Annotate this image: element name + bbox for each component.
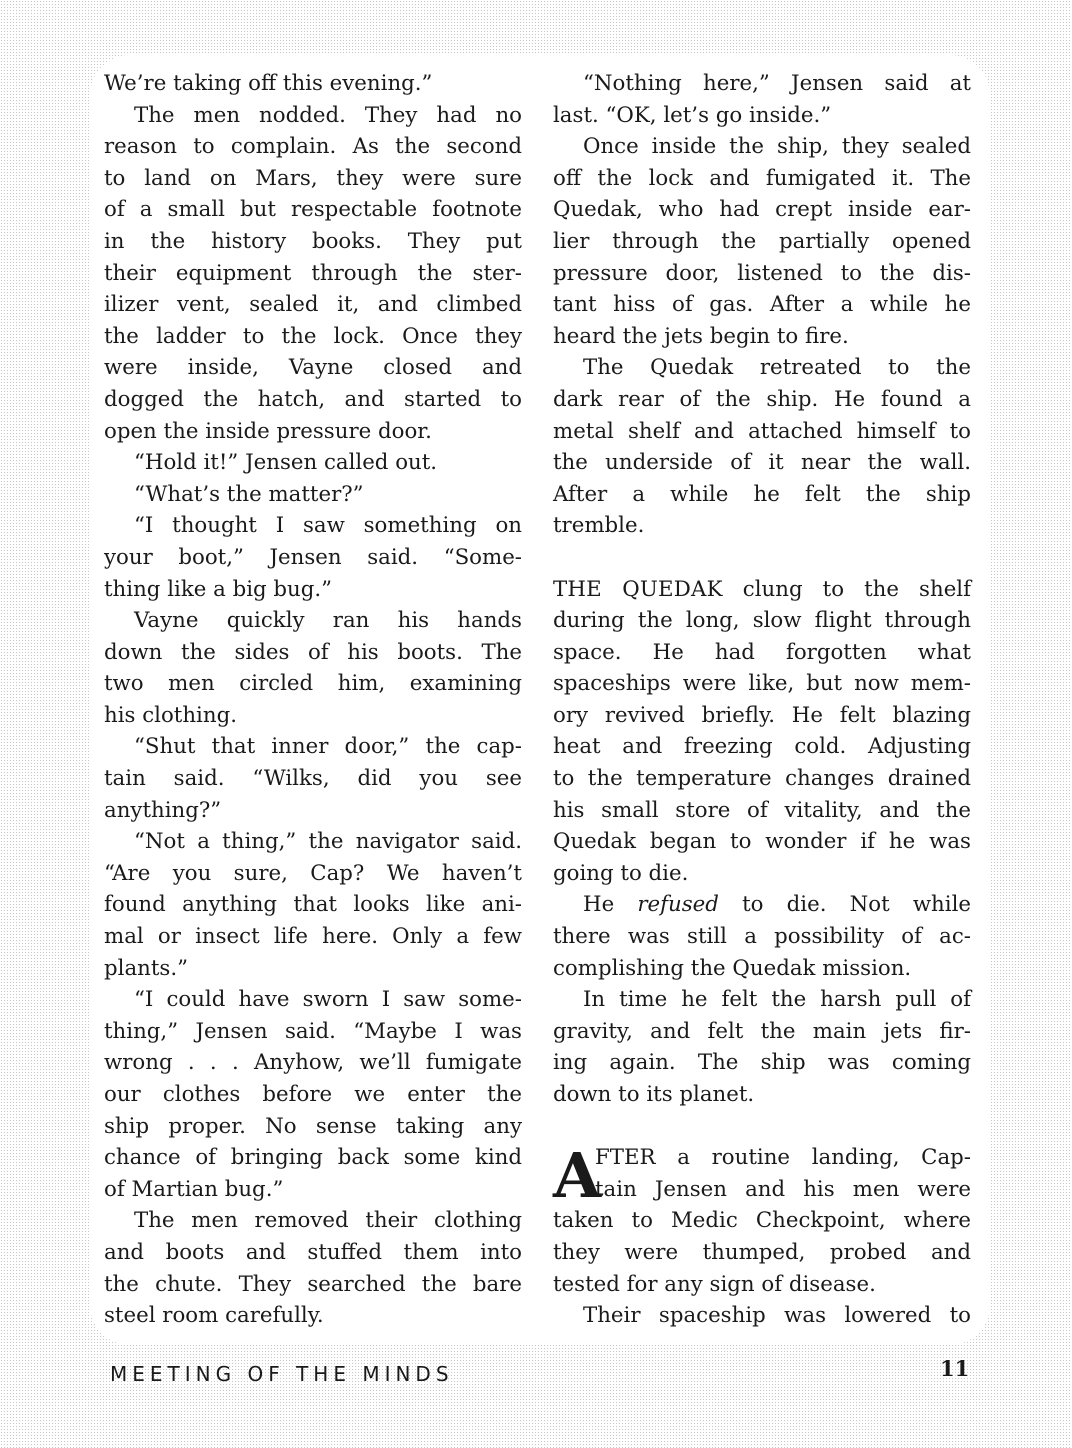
text-line: The Quedak retreated to the xyxy=(583,355,971,381)
right-column-part-2 xyxy=(553,605,971,889)
text-line: Quedak, who had crept inside ear- xyxy=(553,197,971,223)
text-line: Vayne quickly ran his hands xyxy=(134,608,522,634)
text-line: “Shut that inner door,” the cap- xyxy=(134,734,522,760)
text-line: “Are you sure, Cap? We haven’t xyxy=(104,860,522,886)
text-line: to land on Mars, they were sure xyxy=(104,165,522,191)
text-line: steel room carefully. xyxy=(104,1303,324,1329)
text-line: wrong . . . Anyhow, we’ll fumigate xyxy=(104,1050,522,1076)
text-line: of Martian bug.” xyxy=(104,1176,284,1202)
text-line: tant hiss of gas. After a while he xyxy=(553,292,971,318)
text-line: down the sides of his boots. The xyxy=(104,639,522,665)
text-line: the underside of it near the wall. xyxy=(553,450,971,476)
section-break xyxy=(553,1111,971,1143)
text-line: pressure door, listened to the dis- xyxy=(553,260,971,286)
right-column-part-1 xyxy=(553,68,971,542)
text-line: ship proper. No sense taking any xyxy=(104,1113,522,1139)
text-line: plants.” xyxy=(104,955,189,981)
text-line: tested for any sign of disease. xyxy=(553,1271,876,1297)
text-line: his small store of vitality, and the xyxy=(553,797,971,823)
section-lead-rest: clung to the shelf xyxy=(722,576,971,602)
text-line: to the temperature changes drained xyxy=(553,766,971,792)
emphasis-refused: refused xyxy=(637,892,719,918)
text-line: off the lock and fumigated it. The xyxy=(553,165,971,191)
text-line: lier through the partially opened xyxy=(553,228,971,254)
text-line: they were thumped, probed and xyxy=(553,1239,971,1265)
text-line: “Nothing here,” Jensen said at xyxy=(583,71,971,96)
left-column xyxy=(104,68,522,1332)
running-footer-title: MEETING OF THE MINDS xyxy=(110,1362,454,1386)
section-break xyxy=(553,542,971,574)
text-line: tain Jensen and his men were xyxy=(595,1176,971,1202)
text-line: “What’s the matter?” xyxy=(134,481,364,507)
text-line: After a while he felt the ship xyxy=(553,481,971,507)
text-fragment: He xyxy=(583,892,638,918)
text-line: thing,” Jensen said. “Maybe I was xyxy=(104,1018,522,1044)
text-line: thing like a big bug.” xyxy=(104,576,333,602)
text-line: ory revived briefly. He felt blazing xyxy=(553,702,971,728)
text-line: the chute. They searched the bare xyxy=(104,1271,522,1297)
text-line: last. “OK, let’s go inside.” xyxy=(553,102,832,128)
right-column xyxy=(553,68,971,1332)
text-line: We’re taking off this evening.” xyxy=(104,71,433,96)
text-line: his clothing. xyxy=(104,702,237,728)
text-line: chance of bringing back some kind xyxy=(104,1145,522,1171)
text-line: reason to complain. As the second xyxy=(104,134,522,160)
text-line: open the inside pressure door. xyxy=(104,418,432,444)
dropcap-paragraph xyxy=(553,1139,971,1213)
text-line: gravity, and felt the main jets fir- xyxy=(553,1018,971,1044)
text-line: complishing the Quedak mission. xyxy=(553,955,912,981)
text-line: during the long, slow flight through xyxy=(553,608,971,634)
right-column-part-3 xyxy=(553,921,971,1111)
text-line: our clothes before we enter the xyxy=(104,1082,522,1107)
text-line: there was still a possibility of ac- xyxy=(553,924,971,950)
text-line: of a small but respectable footnote xyxy=(104,197,522,223)
text-line: The men nodded. They had no xyxy=(134,102,522,128)
text-line: tain said. “Wilks, did you see xyxy=(104,766,522,792)
text-line: Their spaceship was lowered to xyxy=(583,1303,971,1329)
text-line: were inside, Vayne closed and xyxy=(104,355,522,381)
right-column-part-4 xyxy=(553,1205,971,1331)
text-line: in the history books. They put xyxy=(104,228,522,254)
text-line: tremble. xyxy=(553,513,645,539)
text-line: going to die. xyxy=(553,860,689,886)
text-fragment: to die. Not while xyxy=(718,892,971,918)
text-line: found anything that looks like ani- xyxy=(104,892,522,918)
text-line: Once inside the ship, they sealed xyxy=(583,134,971,160)
text-line: In time he felt the harsh pull of xyxy=(583,987,971,1013)
section-heading-line xyxy=(553,574,971,606)
text-line: “Hold it!” Jensen called out. xyxy=(134,450,438,476)
text-line: ing again. The ship was coming xyxy=(553,1050,971,1076)
text-line: Quedak began to wonder if he was xyxy=(553,829,971,855)
text-line: “Not a thing,” the navigator said. xyxy=(134,829,522,855)
text-line: heat and freezing cold. Adjusting xyxy=(553,734,971,760)
page-number: 11 xyxy=(940,1356,970,1381)
text-line: anything?” xyxy=(104,797,222,823)
text-line: taken to Medic Checkpoint, where xyxy=(553,1208,971,1234)
text-line: mal or insect life here. Only a few xyxy=(104,924,522,950)
text-line: ilizer vent, sealed it, and climbed xyxy=(104,292,522,318)
text-line: “I thought I saw something on xyxy=(134,513,522,539)
text-line: space. He had forgotten what xyxy=(553,639,971,665)
text-line: spaceships were like, but now mem- xyxy=(553,671,971,697)
text-line: the ladder to the lock. Once they xyxy=(104,323,522,349)
text-line: and boots and stuffed them into xyxy=(104,1239,522,1265)
text-line: FTER a routine landing, Cap- xyxy=(595,1145,971,1171)
text-line: metal shelf and attached himself to xyxy=(553,418,971,444)
drop-cap-letter: A xyxy=(553,1139,602,1213)
text-line-refused xyxy=(553,889,971,921)
text-line: heard the jets begin to fire. xyxy=(553,323,849,349)
text-line: their equipment through the ster- xyxy=(104,260,522,286)
text-line: dark rear of the ship. He found a xyxy=(553,386,971,412)
section-lead-caps: THE QUEDAK xyxy=(553,576,723,602)
text-line: your boot,” Jensen said. “Some- xyxy=(104,544,522,570)
text-line: down to its planet. xyxy=(553,1082,755,1107)
text-line: two men circled him, examining xyxy=(104,671,522,697)
text-line: dogged the hatch, and started to xyxy=(104,386,522,412)
text-line: The men removed their clothing xyxy=(134,1208,522,1234)
text-line: “I could have sworn I saw some- xyxy=(134,987,522,1013)
